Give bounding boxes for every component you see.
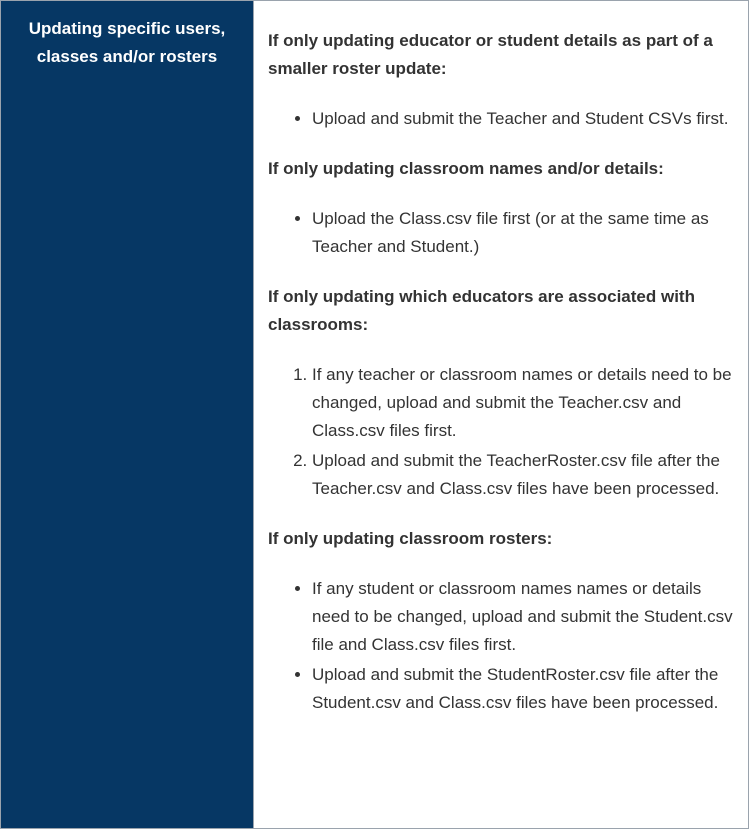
list-item: • Upload the Class.csv file first (or at the same time as Teacher and Student.) <box>312 205 734 261</box>
section-heading-educator-student: If only updating educator or student details as part of a smaller roster update: <box>268 31 713 78</box>
list-item: 2. Upload and submit the TeacherRoster.csv file after the Teacher.csv and Class.csv files have been processed. <box>312 447 734 503</box>
section-heading-classroom-rosters: If only updating classroom rosters: <box>268 529 553 548</box>
bullet-list-classroom-rosters <box>268 575 734 717</box>
row-header-cell <box>1 1 254 828</box>
section-heading-classroom-names: If only updating classroom names and/or details: <box>268 159 664 178</box>
content-cell <box>254 1 748 828</box>
bullet-list-educator-student <box>268 105 734 133</box>
list-item: • Upload and submit the StudentRoster.csv file after the Student.csv and Class.csv files have been processed. <box>312 661 734 717</box>
section-heading-educator-classrooms: If only updating which educators are associated with classrooms: <box>268 287 695 334</box>
numbered-list-educator-classrooms <box>268 361 734 503</box>
bullet-list-classroom-names <box>268 205 734 261</box>
list-item: 1. If any teacher or classroom names or details need to be changed, upload and submit the Teacher.csv and Class.csv files first. <box>312 361 734 445</box>
row-header-title: Updating specific users, classes and/or rosters <box>28 19 226 66</box>
list-item: • If any student or classroom names names or details need to be changed, upload and submit the Student.csv file and Class.csv files first. <box>312 575 734 659</box>
list-item: • Upload and submit the Teacher and Student CSVs first. <box>312 105 734 133</box>
